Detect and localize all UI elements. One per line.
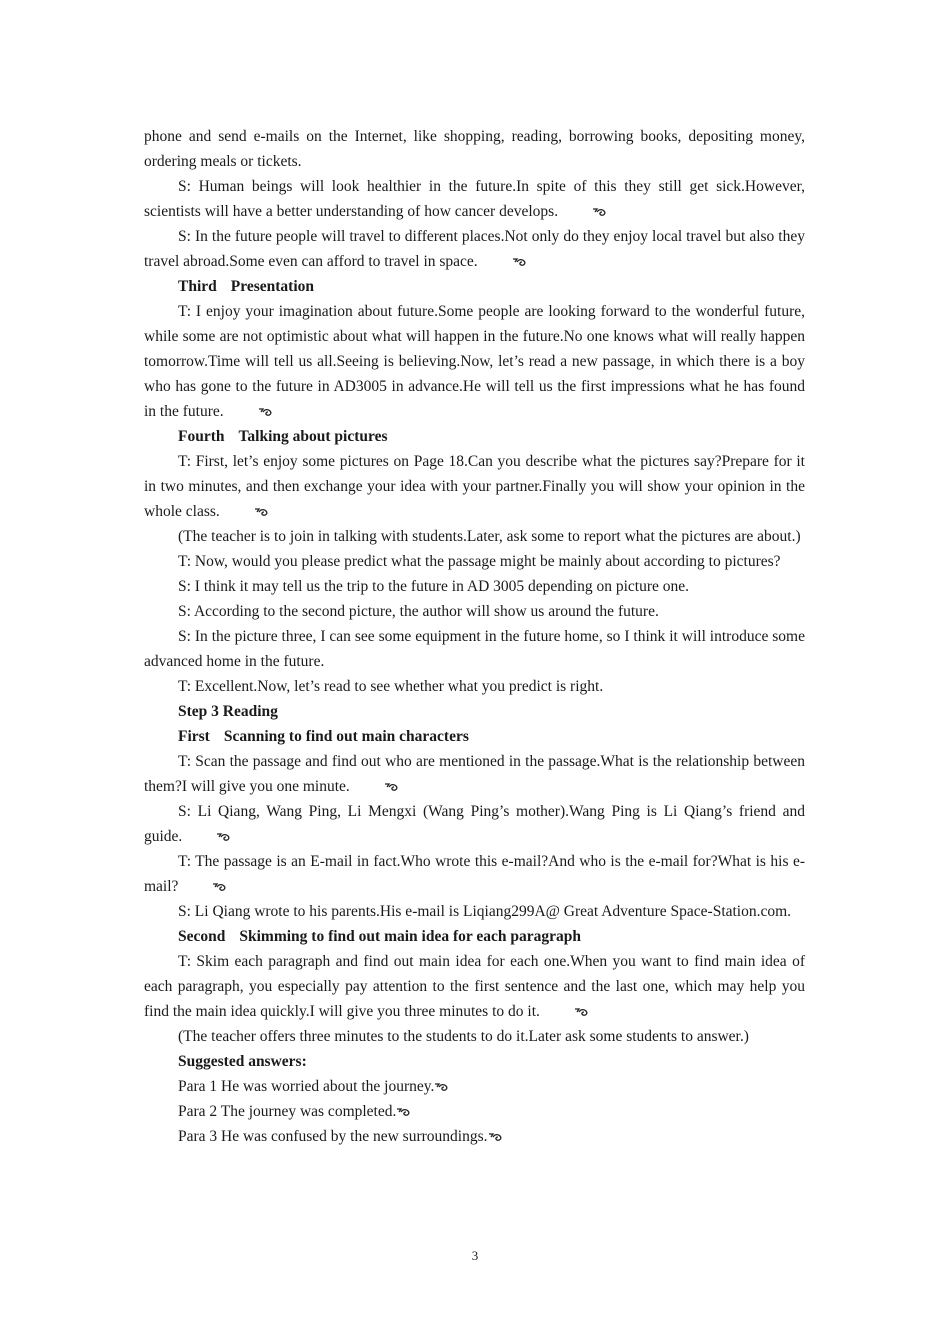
paragraph: [144, 849, 805, 899]
paragraph-text: T: Now, would you please predict what the passage might be mainly about according to pictures?: [178, 553, 781, 570]
paragraph-mark-icon: [182, 825, 198, 835]
paragraph: [144, 949, 805, 1024]
paragraph-text: Para 2 The journey was completed.: [178, 1103, 397, 1120]
section-heading: [144, 274, 805, 299]
paragraph-text: S: Li Qiang wrote to his parents.His e-mail is Liqiang299A@ Great Adventure Space-Station.com.: [178, 903, 792, 920]
paragraph: [144, 124, 805, 174]
paragraph-text: S: In the future people will travel to different places.Not only do they enjoy local travel but also they travel abroad.Some even can afford to travel in space.: [144, 228, 805, 270]
answer-line: [144, 1124, 805, 1149]
section-heading-label: Second: [178, 928, 226, 945]
paragraph: [144, 574, 805, 599]
paragraph: [144, 449, 805, 524]
paragraph-mark-icon: [434, 1075, 450, 1085]
paragraph: [144, 674, 805, 699]
paragraph-text: Suggested answers:: [178, 1053, 307, 1070]
paragraph-mark-icon: [178, 875, 194, 885]
paragraph: [144, 174, 805, 224]
paragraph-mark-icon: [220, 500, 236, 510]
paragraph: [144, 624, 805, 674]
section-heading-title: Scanning to find out main characters: [223, 728, 469, 745]
paragraph-text: S: In the picture three, I can see some equipment in the future home, so I think it will introduce some advanced home in the future.: [144, 628, 805, 670]
paragraph-text: (The teacher offers three minutes to the students to do it.Later ask some students to answer.): [178, 1028, 749, 1045]
paragraph-text: Para 1 He was worried about the journey.: [178, 1078, 435, 1095]
paragraph: [144, 749, 805, 799]
paragraph-text: (The teacher is to join in talking with students.Later, ask some to report what the pictures are about.): [178, 528, 801, 545]
document-body: [144, 124, 805, 1149]
paragraph-mark-icon: [488, 1125, 504, 1135]
section-heading-title: Talking about pictures: [238, 428, 388, 445]
paragraph-text: T: I enjoy your imagination about future.Some people are looking forward to the wonderful future, while some are not optimistic about what will happen in the future.No one knows what will really happen tomorrow.Time will tell us all.Seeing is believing.Now, let’s read a new passage, in which there is a boy who has gone to the future in AD3005 in advance.He will tell us the first impressions what he has found in the future.: [144, 303, 805, 420]
paragraph-text: Step 3 Reading: [178, 703, 278, 720]
paragraph: [144, 599, 805, 624]
paragraph-mark-icon: [224, 400, 240, 410]
paragraph-mark-icon: [478, 250, 494, 260]
paragraph-text: T: Skim each paragraph and find out main idea for each one.When you want to find main idea of each paragraph, you especially pay attention to the first sentence and the last one, which may help you find the main idea quickly.I will give you three minutes to do it.: [144, 953, 805, 1020]
paragraph: [144, 299, 805, 424]
section-heading-title: Presentation: [230, 278, 314, 295]
paragraph-text: T: First, let’s enjoy some pictures on Page 18.Can you describe what the pictures say?Prepare for it in two minutes, and then exchange your idea with your partner.Finally you will show your opinion in the whole class.: [144, 453, 805, 520]
paragraph: [144, 524, 805, 549]
paragraph: [144, 1024, 805, 1049]
paragraph-text: S: Li Qiang, Wang Ping, Li Mengxi (Wang Ping’s mother).Wang Ping is Li Qiang’s friend and guide.: [144, 803, 805, 845]
section-heading: [144, 724, 805, 749]
paragraph-text: T: The passage is an E-mail in fact.Who wrote this e-mail?And who is the e-mail for?What is his e-mail?: [144, 853, 805, 895]
paragraph-text: T: Excellent.Now, let’s read to see whether what you predict is right.: [178, 678, 604, 695]
bold-heading: [144, 1049, 805, 1074]
paragraph-mark-icon: [540, 1000, 556, 1010]
section-heading-label: Fourth: [178, 428, 225, 445]
paragraph: [144, 799, 805, 849]
section-heading-label: Third: [178, 278, 217, 295]
paragraph-text: phone and send e-mails on the Internet, like shopping, reading, borrowing books, depositing money, ordering meals or tickets.: [144, 128, 805, 170]
bold-heading: [144, 699, 805, 724]
section-heading: [144, 424, 805, 449]
paragraph-mark-icon: [558, 200, 574, 210]
paragraph: [144, 549, 805, 574]
page-number: 3: [471, 1248, 479, 1263]
paragraph-mark-icon: [350, 775, 366, 785]
section-heading-label: First: [178, 728, 210, 745]
paragraph-text: T: Scan the passage and find out who are mentioned in the passage.What is the relationship between them?I will give you one minute.: [144, 753, 805, 795]
section-heading: [144, 924, 805, 949]
paragraph-mark-icon: [396, 1100, 412, 1110]
answer-line: [144, 1074, 805, 1099]
paragraph-text: S: I think it may tell us the trip to the future in AD 3005 depending on picture one.: [178, 578, 689, 595]
answer-line: [144, 1099, 805, 1124]
paragraph: [144, 899, 805, 924]
section-heading-title: Skimming to find out main idea for each paragraph: [239, 928, 581, 945]
paragraph-text: S: According to the second picture, the author will show us around the future.: [178, 603, 659, 620]
paragraph: [144, 224, 805, 274]
paragraph-text: S: Human beings will look healthier in the future.In spite of this they still get sick.However, scientists will have a better understanding of how cancer develops.: [144, 178, 805, 220]
paragraph-text: Para 3 He was confused by the new surroundings.: [178, 1128, 488, 1145]
